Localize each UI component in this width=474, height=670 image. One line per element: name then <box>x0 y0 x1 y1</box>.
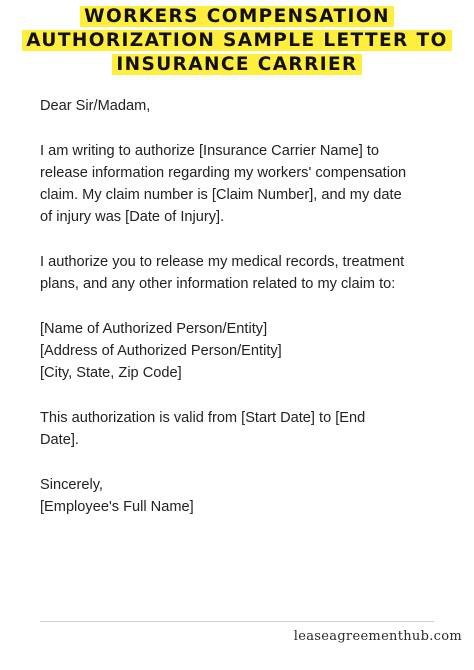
salutation: Dear Sir/Madam, <box>40 98 151 114</box>
paragraph-validity: This authorization is valid from [Start Date] to [End Date]. <box>40 410 366 448</box>
closing-block <box>40 474 460 518</box>
recipient-address: [Address of Authorized Person/Entity] <box>40 343 282 359</box>
footer-divider <box>40 621 434 622</box>
title-line-3: INSURANCE CARRIER <box>0 53 474 77</box>
signature-name: [Employee's Full Name] <box>40 499 194 515</box>
title-line-1: WORKERS COMPENSATION <box>0 5 474 29</box>
recipient-block <box>40 318 460 384</box>
title-line-2: AUTHORIZATION SAMPLE LETTER TO <box>0 29 474 53</box>
paragraph-release: I authorize you to release my medical records, treatment plans, and any other information related to my claim to: <box>40 254 405 292</box>
recipient-city: [City, State, Zip Code] <box>40 365 182 381</box>
paragraph-authorization: I am writing to authorize [Insurance Carrier Name] to release information regarding my workers' compensation claim. My claim number is [Claim Number], and my date of injury was [Date of Injury]. <box>40 143 407 225</box>
closing-word: Sincerely, <box>40 477 103 493</box>
recipient-name: [Name of Authorized Person/Entity] <box>40 321 268 337</box>
document-title <box>0 5 474 77</box>
letter-body <box>40 95 460 541</box>
website-url: leaseagreementhub.com <box>293 629 462 644</box>
